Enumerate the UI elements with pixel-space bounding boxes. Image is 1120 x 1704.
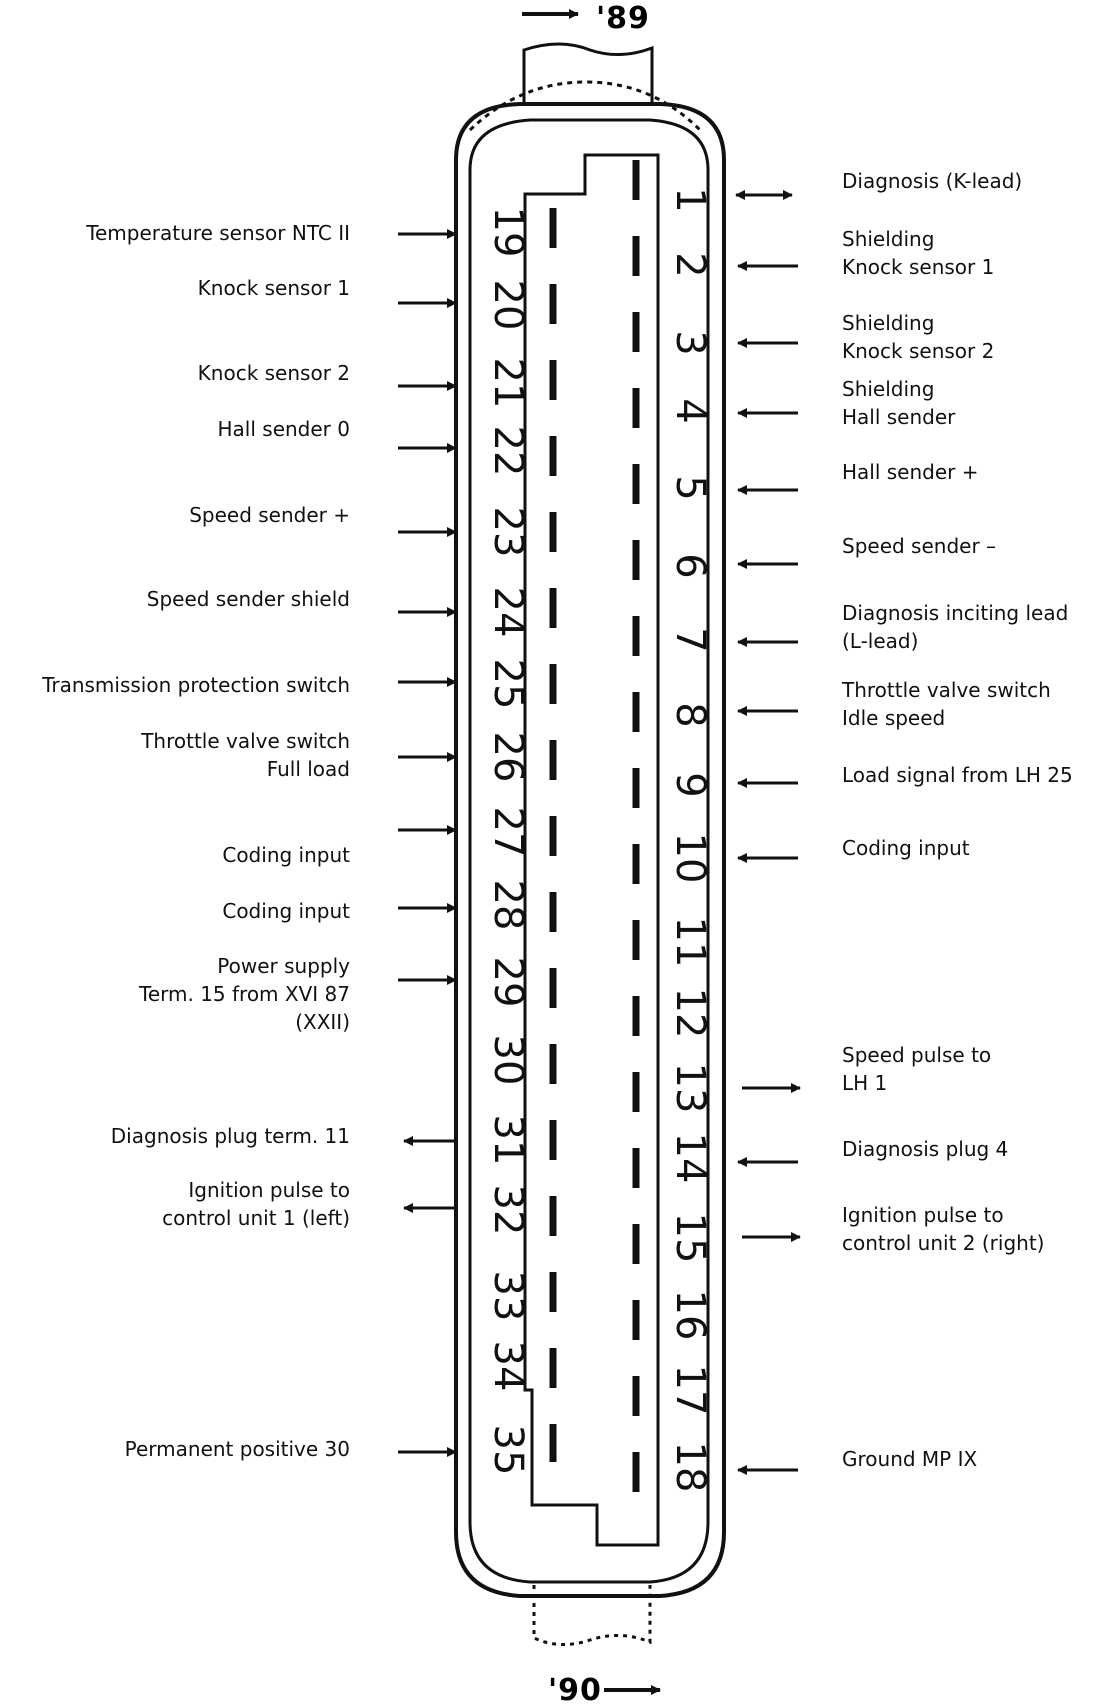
left-pin-label: Ignition pulse to (188, 1178, 350, 1202)
left-pin-number: 34 (485, 1340, 531, 1392)
left-pin-label: (XXII) (295, 1010, 350, 1034)
right-pin-number: 2 (667, 252, 713, 278)
right-pin-number: 17 (667, 1364, 713, 1416)
year-bottom-label: '90 (548, 1673, 602, 1704)
right-pin-label: Shielding (842, 377, 935, 401)
right-pin-number: 14 (667, 1132, 713, 1184)
left-pin-number: 35 (485, 1424, 531, 1476)
right-pin-number: 3 (667, 330, 713, 356)
right-pin-label: Load signal from LH 25 (842, 763, 1073, 787)
right-pin-number: 11 (667, 916, 713, 968)
right-pin-number: 7 (667, 627, 713, 653)
right-pin-number: 18 (667, 1441, 713, 1493)
left-pin-number: 21 (485, 357, 531, 409)
left-pin-number: 28 (485, 879, 531, 931)
right-pin-number: 1 (667, 187, 713, 213)
right-pin-label: Shielding (842, 227, 935, 251)
left-pin-number: 23 (485, 506, 531, 558)
left-pin-label: Transmission protection switch (42, 673, 350, 697)
right-pin-number: 9 (667, 772, 713, 798)
bottom-cable-stub (534, 1585, 650, 1645)
left-pin-number: 22 (485, 425, 531, 477)
left-pin-label: Knock sensor 1 (197, 276, 350, 300)
right-pin-label: (L-lead) (842, 629, 919, 653)
year-bottom-marker (548, 1673, 660, 1704)
left-pin-number: 30 (485, 1034, 531, 1086)
right-pin-number: 16 (667, 1289, 713, 1341)
right-pin-label: Speed sender – (842, 534, 997, 558)
left-pin-label: Coding input (222, 843, 350, 867)
left-pin-label: Term. 15 from XVI 87 (139, 982, 350, 1006)
left-pin-label: Speed sender shield (146, 587, 350, 611)
right-pin-label: Diagnosis (K-lead) (842, 169, 1023, 193)
right-pin-label: Knock sensor 1 (842, 255, 995, 279)
right-pin-label: Shielding (842, 311, 935, 335)
right-pin-label: Hall sender + (842, 460, 979, 484)
left-pin-number: 31 (485, 1114, 531, 1166)
left-pin-number: 29 (485, 956, 531, 1008)
left-pin-number: 20 (485, 279, 531, 331)
right-pin-label: control unit 2 (right) (842, 1231, 1045, 1255)
left-pin-label: Hall sender 0 (217, 417, 350, 441)
right-pin-label: Idle speed (842, 706, 946, 730)
left-pin-number: 25 (485, 658, 531, 710)
top-cable-stub (470, 44, 700, 130)
right-pin-label: Speed pulse to (842, 1043, 992, 1067)
right-pin-label: LH 1 (842, 1071, 888, 1095)
right-pin-label: Ground MP IX (842, 1447, 978, 1471)
left-pin-number: 24 (485, 586, 531, 638)
right-pin-number: 15 (667, 1212, 713, 1264)
right-pin-number: 10 (667, 832, 713, 884)
right-pin-number: 8 (667, 702, 713, 728)
right-pin-number: 6 (667, 553, 713, 579)
right-pin-label: Coding input (842, 836, 970, 860)
right-pin-number: 5 (667, 475, 713, 501)
left-pin-label: Power supply (217, 954, 350, 978)
right-pin-number: 4 (667, 398, 713, 424)
right-pin-label: Diagnosis inciting lead (842, 601, 1069, 625)
left-pin-label: Diagnosis plug term. 11 (110, 1124, 350, 1148)
left-pin-label: Permanent positive 30 (124, 1437, 350, 1461)
left-pin-label: Knock sensor 2 (197, 361, 350, 385)
left-pin-label: Speed sender + (189, 503, 350, 527)
right-pin-label: Diagnosis plug 4 (842, 1137, 1009, 1161)
left-pin-label: Temperature sensor NTC II (86, 221, 350, 245)
left-pin-number: 27 (485, 806, 531, 858)
right-pin-label: Throttle valve switch (842, 678, 1051, 702)
pin-layer (41, 169, 1073, 1492)
left-pin-number: 26 (485, 731, 531, 783)
right-pin-label: Ignition pulse to (842, 1203, 1004, 1227)
left-pin-label: Coding input (222, 899, 350, 923)
right-pin-number: 13 (667, 1062, 713, 1114)
left-pin-number: 33 (485, 1270, 531, 1322)
right-pin-label: Knock sensor 2 (842, 339, 995, 363)
left-pin-number: 19 (485, 206, 531, 258)
right-pin-label: Hall sender (842, 405, 956, 429)
right-pin-number: 12 (667, 987, 713, 1039)
left-pin-label: control unit 1 (left) (162, 1206, 350, 1230)
year-top-label: '89 (596, 1, 650, 36)
year-top-marker (522, 1, 650, 36)
left-pin-number: 32 (485, 1184, 531, 1236)
left-pin-label: Throttle valve switch (141, 729, 350, 753)
left-pin-label: Full load (266, 757, 350, 781)
